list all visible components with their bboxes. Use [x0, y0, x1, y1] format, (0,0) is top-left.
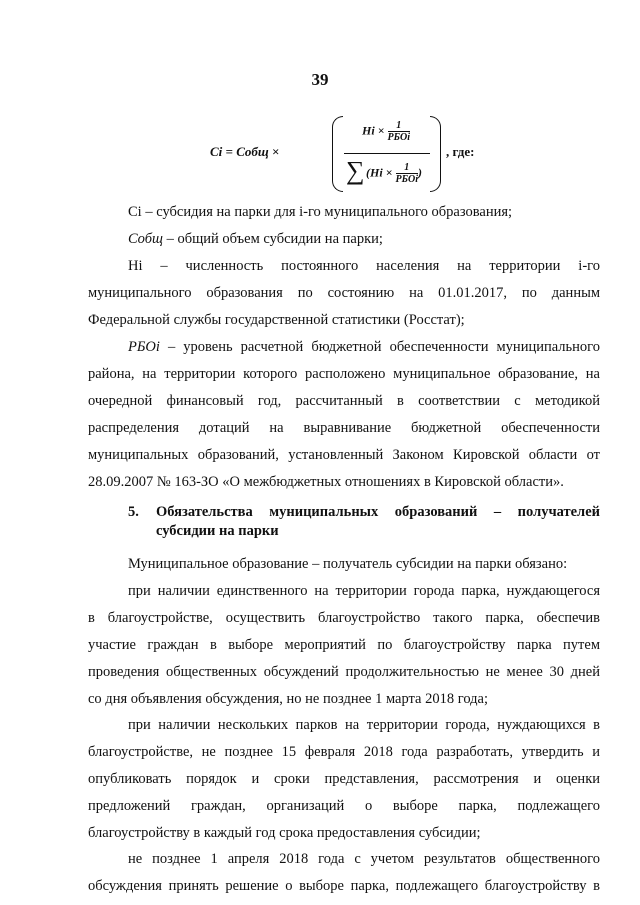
- frac-num: 1: [388, 120, 410, 132]
- body-line: обсуждения принять решение о выборе парка, подлежащего благоустройству в: [88, 878, 600, 894]
- section-title-line: субсидии на парки: [156, 523, 279, 539]
- formula-lhs: Ci = Cобщ ×: [210, 144, 280, 159]
- section-title-line: Обязательства муниципальных образований – получателей: [156, 504, 600, 520]
- definition-line: Сi – субсидия на парки для i-го муниципального образования;: [128, 204, 513, 220]
- left-paren: [332, 116, 343, 192]
- definition-line: очередной финансовый год, рассчитанный в соответствии с методикой: [88, 393, 600, 409]
- body-line: со дня объявления обсуждения, но не позднее 1 марта 2018 года;: [88, 691, 488, 707]
- definition-line: Hi – численность постоянного населения на территории i-го: [128, 258, 600, 274]
- numerator-fraction: [388, 120, 410, 143]
- body-paragraph-1: [88, 578, 600, 713]
- body-line: проведения общественных обсуждений продолжительностью не менее 30 дней: [88, 664, 600, 680]
- formula-numerator: [362, 120, 410, 143]
- body-paragraph-3: [88, 846, 600, 900]
- definition-line: района, на территории которого расположено муниципальное образование, на: [88, 366, 600, 382]
- subsidy-formula: [210, 116, 510, 196]
- fraction-bar: [344, 153, 430, 154]
- section-title: [156, 503, 600, 541]
- numerator-expr: Hi ×: [362, 123, 385, 138]
- definition-hi: [88, 253, 600, 334]
- body-line: в благоустройстве, осуществить благоустройство такого парка, обеспечив: [88, 610, 600, 626]
- definition-line: Федеральной службы государственной статистики (Росстат);: [88, 312, 465, 328]
- term-cobsh: Cобщ: [128, 231, 163, 247]
- definition-line: распределения дотаций на выравнивание бюджетной обеспеченности: [88, 420, 600, 436]
- definition-line: [88, 334, 600, 361]
- body-line: не позднее 1 апреля 2018 года с учетом результатов общественного: [128, 851, 600, 867]
- definition-cobsh: [88, 226, 600, 253]
- definition-line: муниципальных образований, установленный Законом Кировской области от: [88, 447, 600, 463]
- denominator-expr: Hi ×: [370, 165, 393, 180]
- formula-suffix: , где:: [446, 144, 475, 159]
- body-intro: [88, 551, 600, 578]
- definition-ci: [88, 199, 600, 226]
- body-line: Муниципальное образование – получатель субсидии на парки обязано:: [128, 556, 568, 572]
- definition-rboi: [88, 334, 600, 496]
- body-line: благоустройству в каждый год срока предоставления субсидии;: [88, 825, 481, 841]
- body-line: при наличии единственного на территории города парка, нуждающегося: [128, 583, 600, 599]
- sum-symbol: ∑: [346, 156, 365, 185]
- body-line: предложений граждан, организаций о выборе парка, подлежащего: [88, 798, 600, 814]
- denominator-fraction: [396, 162, 418, 185]
- den-frac-den: РБОi: [395, 174, 418, 185]
- body-line: участие граждан в выборе мероприятий по благоустройству парка путем: [88, 637, 600, 653]
- definition-line: [88, 226, 600, 253]
- formula-denominator: (Hi × $\frac{1}{\text{РБОi}}$ ): [366, 162, 422, 185]
- definition-text: – общий объем субсидии на парки;: [162, 231, 383, 247]
- frac-den: РБОi: [387, 132, 410, 143]
- right-paren: [430, 116, 441, 192]
- body-paragraph-2: [88, 712, 600, 847]
- term-rboi: РБОi: [128, 339, 160, 355]
- definition-line: 28.09.2007 № 163-ЗО «О межбюджетных отношениях в Кировской области».: [88, 474, 564, 490]
- page-number: 39: [311, 70, 329, 89]
- definition-line: муниципального образования по состоянию на 01.01.2017, по данным: [88, 285, 600, 301]
- body-line: опубликовать порядок и сроки представления, рассмотрения и оценки: [88, 771, 600, 787]
- body-line: при наличии нескольких парков на территории города, нуждающихся в: [128, 717, 600, 733]
- body-line: благоустройстве, не позднее 15 февраля 2018 года разработать, утвердить и: [88, 744, 600, 760]
- section-number: 5.: [128, 504, 139, 520]
- den-frac-num: 1: [396, 162, 418, 174]
- definition-text: – уровень расчетной бюджетной обеспеченности муниципального: [159, 339, 600, 355]
